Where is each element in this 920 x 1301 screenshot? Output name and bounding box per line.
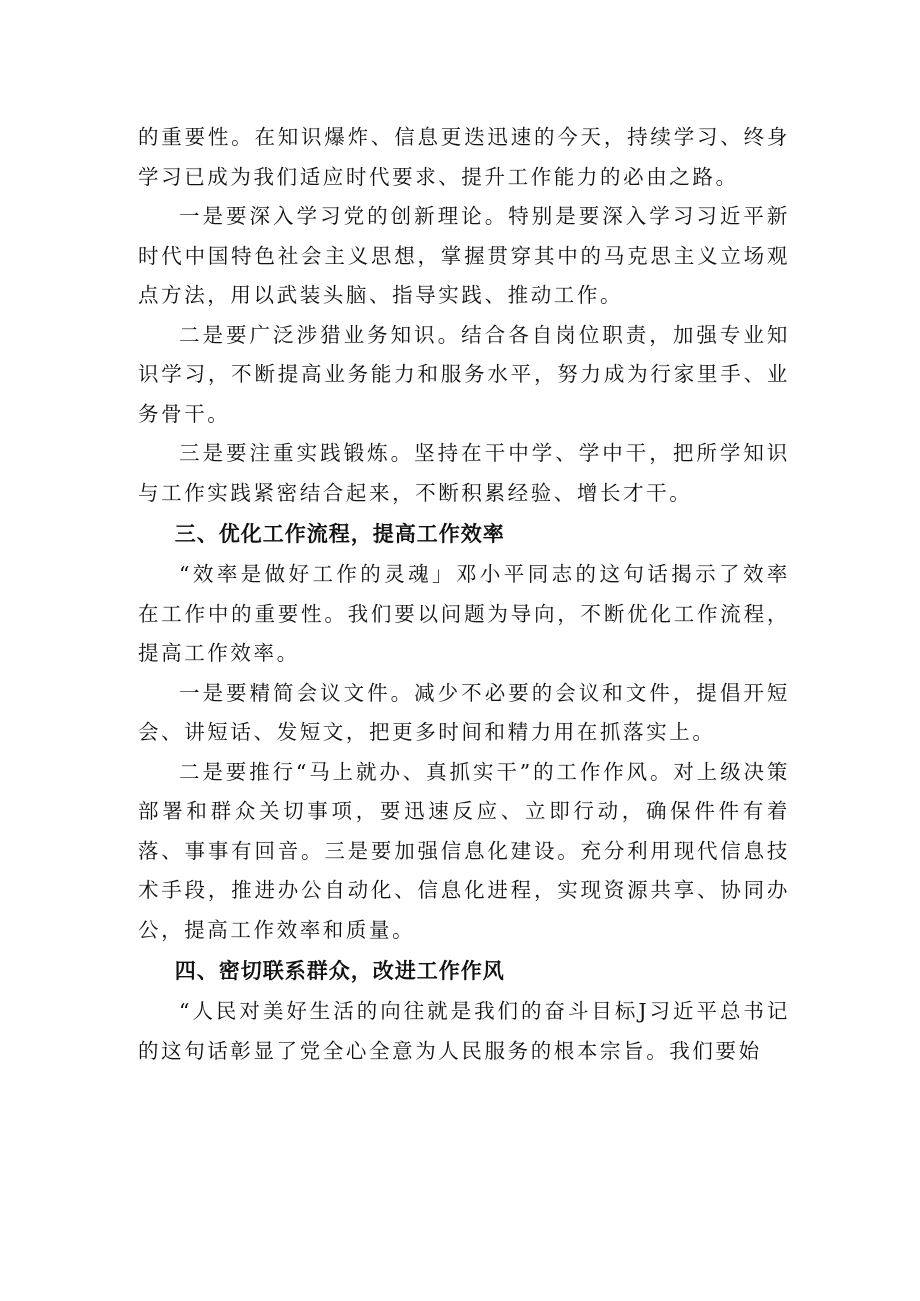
paragraph: “人民对美好生活的向往就是我们的奋斗目标J习近平总书记的这句话彰显了党全心全意为人民服务的根本宗旨。我们要始 — [138, 999, 790, 1063]
paragraph: 二是要广泛涉猎业务知识。结合各自岗位职责，加强专业知识学习，不断提高业务能力和服务水平，努力成为行家里手、业务骨干。 — [138, 322, 790, 426]
paragraph: 一是要深入学习党的创新理论。特别是要深入学习习近平新时代中国特色社会主义思想，掌握贯穿其中的马克思主义立场观点方法，用以武装头脑、指导实践、推动工作。 — [138, 204, 790, 307]
section-heading: 四、密切联系群众，改进工作作风 — [174, 959, 505, 983]
paragraph: “效率是做好工作的灵魂」邓小平同志的这句话揭示了效率在工作中的重要性。我们要以问题为导向，不断优化工作流程，提高工作效率。 — [138, 562, 790, 665]
paragraph: 三是要注重实践锻炼。坚持在干中学、学中干，把所学知识与工作实践紧密结合起来，不断积累经验、增长才干。 — [138, 441, 790, 505]
paragraph: 的重要性。在知识爆炸、信息更迭迅速的今天，持续学习、终身学习已成为我们适应时代要求、提升工作能力的必由之路。 — [138, 125, 790, 189]
section-heading: 三、优化工作流程，提高工作效率 — [174, 522, 505, 546]
paragraph: 二是要推行“马上就办、真抓实干”的工作作风。对上级决策部署和群众关切事项，要迅速反应、立即行动，确保件件有着落、事事有回音。三是要加强信息化建设。充分利用现代信息技术手段，推进办公自动化、信息化进程，实现资源共享、协同办公，提高工作效率和质量。 — [138, 759, 790, 942]
paragraph: 一是要精简会议文件。减少不必要的会议和文件，提倡开短会、讲短话、发短文，把更多时间和精力用在抓落实上。 — [138, 680, 790, 744]
document-body — [138, 118, 790, 1071]
